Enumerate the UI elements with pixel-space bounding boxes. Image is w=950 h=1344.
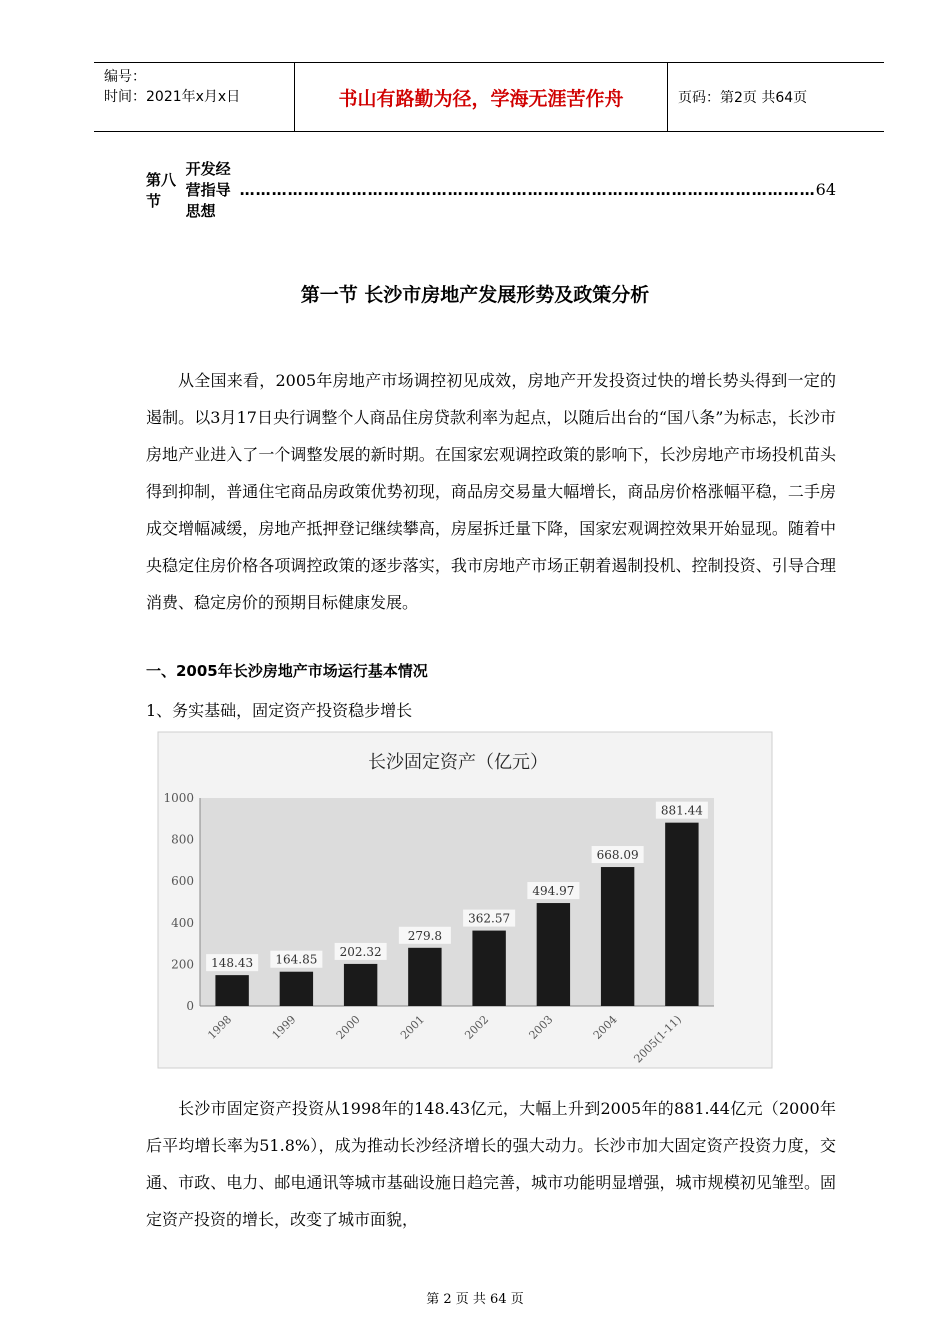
y-tick-label: 800: [171, 832, 194, 847]
toc-leader-dots: ………………………………………………………………………………………………: [239, 180, 816, 199]
x-tick-label: 1999: [269, 1012, 299, 1042]
bar: [280, 972, 313, 1006]
bar: [472, 931, 505, 1006]
x-tick-label: 1998: [205, 1012, 235, 1042]
fixed-assets-bar-chart: [158, 732, 772, 1068]
y-tick-label: 600: [171, 874, 194, 889]
toc-title: 开发经营指导思想: [185, 160, 231, 220]
paragraph-overview: 从全国来看，2005年房地产市场调控初见成效，房地产开发投资过快的增长势头得到一定的遏制。以3月17日央行调整个人商品住房贷款利率为起点，以随后出台的“国八条”为标志，长沙市房地产业进入了一个调整发展的新时期。在国家宏观调控政策的影响下，长沙房地产市场投机苗头得到抑制，普通住宅商品房政策优势初现，商品房交易量大幅增长，商品房价格涨幅平稳，二手房成交增幅减缓，房地产抵押登记继续攀高，房屋拆迁量下降，国家宏观调控效果开始显现。随着中央稳定住房价格各项调控政策的逐步落实，我市房地产市场正朝着遏制投机、控制投资、引导合理消费、稳定房价的预期目标健康发展。: [146, 371, 836, 612]
bar: [215, 975, 248, 1006]
toc-section: 第八节: [146, 170, 177, 210]
data-label: 202.32: [339, 944, 382, 959]
bar: [344, 964, 377, 1006]
page-header: [94, 62, 884, 132]
heading-fixed-assets: 1、务实基础，固定资产投资稳步增长: [146, 701, 413, 720]
time-label: 时间：2021年x月x日: [104, 89, 241, 105]
data-label: 494.97: [532, 884, 575, 899]
data-label: 881.44: [660, 803, 703, 818]
plot-background: [200, 798, 714, 1006]
heading-market-overview: 一、2005年长沙房地产市场运行基本情况: [146, 662, 428, 680]
data-label: 668.09: [596, 848, 639, 863]
data-label: 164.85: [275, 952, 318, 967]
header-meta: [104, 67, 294, 107]
x-tick-label: 2003: [526, 1012, 556, 1042]
header-motto: 书山有路勤为径，学海无涯苦作舟: [338, 87, 624, 110]
y-tick-label: 400: [171, 915, 194, 930]
toc-entry[interactable]: [146, 158, 836, 221]
x-tick-label: 2000: [333, 1012, 363, 1042]
page-footer: 第 2 页 共 64 页: [426, 1292, 524, 1307]
y-tick-label: 0: [186, 999, 194, 1013]
data-label: 279.8: [407, 928, 443, 943]
toc-page-number: 64: [815, 180, 836, 199]
y-tick-label: 1000: [163, 791, 194, 805]
data-label: 148.43: [211, 956, 254, 971]
bar: [601, 867, 634, 1006]
chart-title: 长沙固定资产（亿元）: [368, 752, 548, 773]
header-divider: [667, 63, 668, 131]
x-tick-label: 2004: [590, 1012, 620, 1042]
x-tick-label: 2002: [462, 1012, 492, 1042]
header-page-code: 页码：第2页 共64页: [678, 90, 808, 106]
bar: [408, 948, 441, 1006]
number-label: 编号：: [104, 69, 146, 85]
data-label: 362.57: [468, 911, 511, 926]
section-title: 第一节 长沙市房地产发展形势及政策分析: [300, 284, 650, 306]
paragraph-investment: 长沙市固定资产投资从1998年的148.43亿元，大幅上升到2005年的881.44亿元（2000年后平均增长率为51.8%），成为推动长沙经济增长的强大动力。长沙市加大固定资产投资力度，交通、市政、电力、邮电通讯等城市基础设施日趋完善，城市功能明显增强，城市规模初见雏型。固定资产投资的增长，改变了城市面貌，: [146, 1099, 836, 1229]
bar: [665, 823, 698, 1006]
y-tick-label: 200: [171, 957, 194, 972]
x-tick-label: 2001: [398, 1012, 427, 1042]
x-tick-label: 2005(1-11): [631, 1012, 684, 1066]
bar: [537, 903, 570, 1006]
